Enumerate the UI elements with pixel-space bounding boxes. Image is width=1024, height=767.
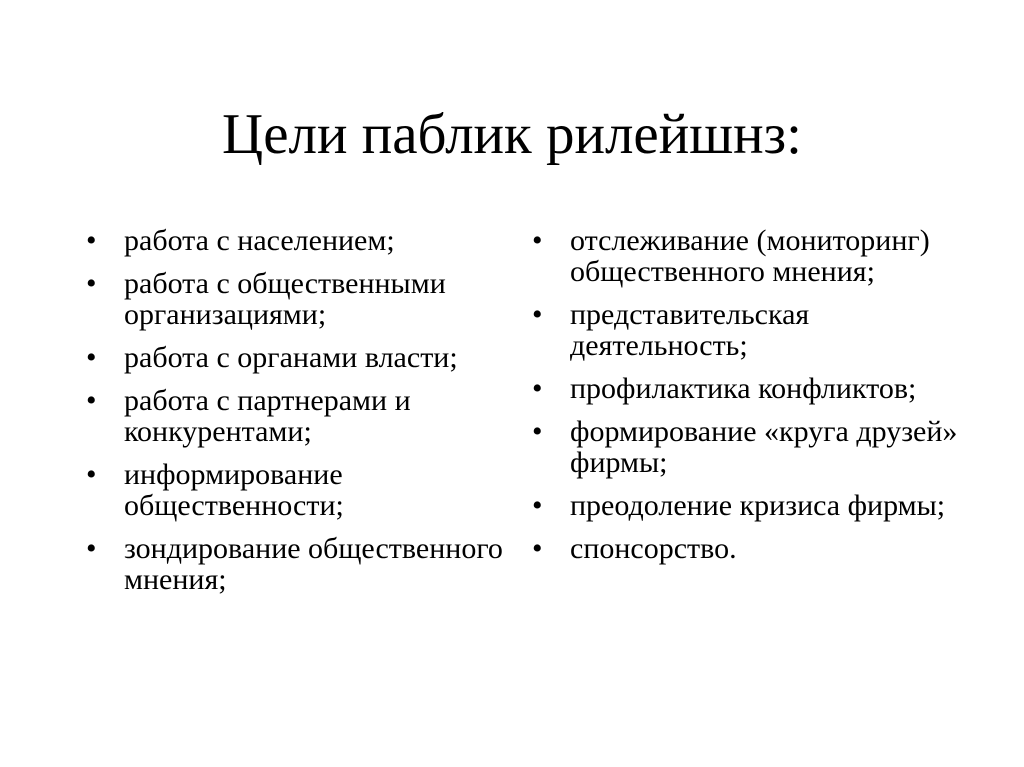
slide-title: Цели паблик рилейшнз:: [222, 103, 802, 166]
list-item: [86, 342, 506, 373]
list-item-text: работа с общественными организациями;: [124, 267, 446, 331]
list-item: [532, 299, 972, 361]
bullet-icon: •: [532, 372, 543, 405]
bullet-icon: •: [86, 458, 97, 491]
list-item-text: работа с партнерами и конкурентами;: [124, 384, 411, 448]
bullet-icon: •: [532, 489, 543, 522]
list-item: [532, 490, 972, 521]
bullet-icon: •: [86, 532, 97, 565]
list-item: [532, 533, 972, 564]
right-bullet-list: [532, 225, 972, 576]
list-item-text: информирование общественности;: [124, 458, 344, 522]
list-item-text: преодоление кризиса фирмы;: [570, 489, 946, 522]
list-item-text: работа с населением;: [124, 224, 395, 257]
list-item-text: формирование «круга друзей» фирмы;: [570, 415, 958, 479]
bullet-icon: •: [86, 341, 97, 374]
list-item-text: зондирование общественного мнения;: [124, 532, 503, 596]
bullet-icon: •: [86, 384, 97, 417]
bullet-icon: •: [532, 415, 543, 448]
list-item: [86, 459, 506, 521]
list-item-text: работа с органами власти;: [124, 341, 458, 374]
list-item: [86, 225, 506, 256]
list-item-text: спонсорство.: [570, 532, 737, 565]
list-item-text: представительская деятельность;: [570, 298, 810, 362]
list-item: [532, 225, 972, 287]
left-bullet-list: [86, 225, 506, 607]
list-item-text: отслеживание (мониторинг) общественного мнения;: [570, 224, 930, 288]
bullet-icon: •: [86, 224, 97, 257]
bullet-icon: •: [86, 267, 97, 300]
bullet-icon: •: [532, 532, 543, 565]
bullet-icon: •: [532, 298, 543, 331]
list-item: [532, 416, 972, 478]
list-item: [86, 268, 506, 330]
list-item-text: профилактика конфликтов;: [570, 372, 917, 405]
list-item: [532, 373, 972, 404]
bullet-icon: •: [532, 224, 543, 257]
list-item: [86, 533, 506, 595]
list-item: [86, 385, 506, 447]
